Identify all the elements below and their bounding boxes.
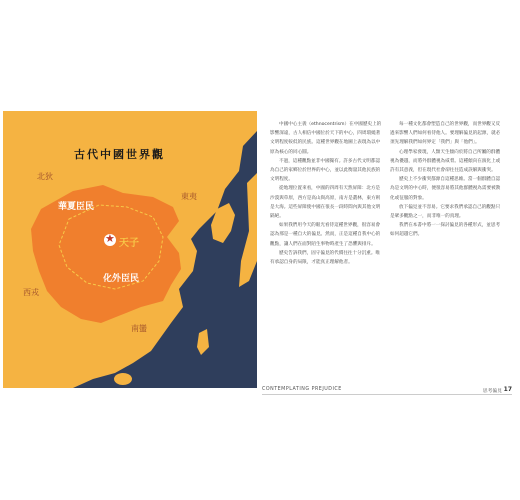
label-east: 東夷	[181, 192, 197, 201]
label-inner-ring: 華夏臣民	[58, 202, 95, 212]
paragraph: 心理學家發現，人類天生傾向於將自己所屬的群體視為優越，而將外群體視為威脅。這種傾向在演化上或許有其意義，但在現代社會卻往往造成誤解與衝突。	[390, 149, 501, 174]
page-footer	[262, 388, 512, 396]
paragraph: 如果我們用今天的眼光看待這種世界觀，很容易會認為那是一種自大的偏見。然而，正是這種自我中心的觀點，讓人們在面對陌生事物時產生了恐懼與排斥。	[270, 223, 381, 247]
body-column-left	[270, 120, 382, 267]
paragraph: 歷史告訴我們，固守偏見的代價往往十分沉重。唯有承認自身的局限，才能真正理解他者。	[270, 250, 381, 266]
paragraph: 中國中心主義（ethnocentrism）在中國歷史上的影響深遠，古人相信中國位於天下的中心，四周環繞著文明程度較低的民族。這種世界觀在地圖上表現為以中原為核心的同心圓。	[270, 122, 382, 155]
paragraph: 放下偏見並不容易。它要求我們承認自己的觀點只是眾多觀點之一，而非唯一的真理。	[390, 204, 501, 220]
label-west: 西戎	[23, 288, 39, 297]
label-tianzi: 天子	[119, 238, 139, 249]
page-number: 17	[503, 386, 512, 393]
paragraph: 歷史上不少衝突都源自這種思維。當一個群體自認為是文明的中心時，便很容易將其他群體視為需要被教化或征服的對象。	[390, 177, 501, 201]
running-title-en: CONTEMPLATING PREJUDICE	[262, 387, 342, 392]
star-icon: ★	[105, 232, 115, 245]
paragraph: 不過，這種觀點並非中國獨有。許多古代文明都認為自己的家鄉位於世界的中心，並以此衡量其他民族的文明程度。	[270, 158, 381, 183]
footer-rule	[262, 394, 512, 395]
label-south: 南蠻	[131, 324, 147, 333]
taiwan-land	[197, 329, 209, 355]
ancient-china-worldview-map	[3, 111, 257, 388]
paragraph: 從地理位置來看，中國的四周有天然屏障：北方是沙漠與草原，西方是高山與高原，南方是叢林，東方則是大海。這些屏障使中國在很長一段時間內與其他文明隔絕。	[270, 186, 381, 220]
hainan-land	[114, 373, 132, 385]
map-title: 古代中國世界觀	[74, 148, 165, 161]
body-column-right	[390, 120, 502, 240]
label-north: 北狄	[37, 172, 53, 181]
paragraph: 我們在本書中將一一探討偏見的各種形式，並思考如何超越它們。	[390, 223, 501, 238]
running-title-zh: 思考偏見	[482, 389, 502, 394]
paragraph: 每一種文化都會塑造自己的世界觀，而世界觀又反過來影響人們如何看待他人。要理解偏見的起源，就必須先理解我們如何界定「我們」與「他們」。	[390, 122, 501, 146]
label-outer-ring: 化外臣民	[103, 274, 140, 284]
japan-land	[239, 173, 257, 287]
